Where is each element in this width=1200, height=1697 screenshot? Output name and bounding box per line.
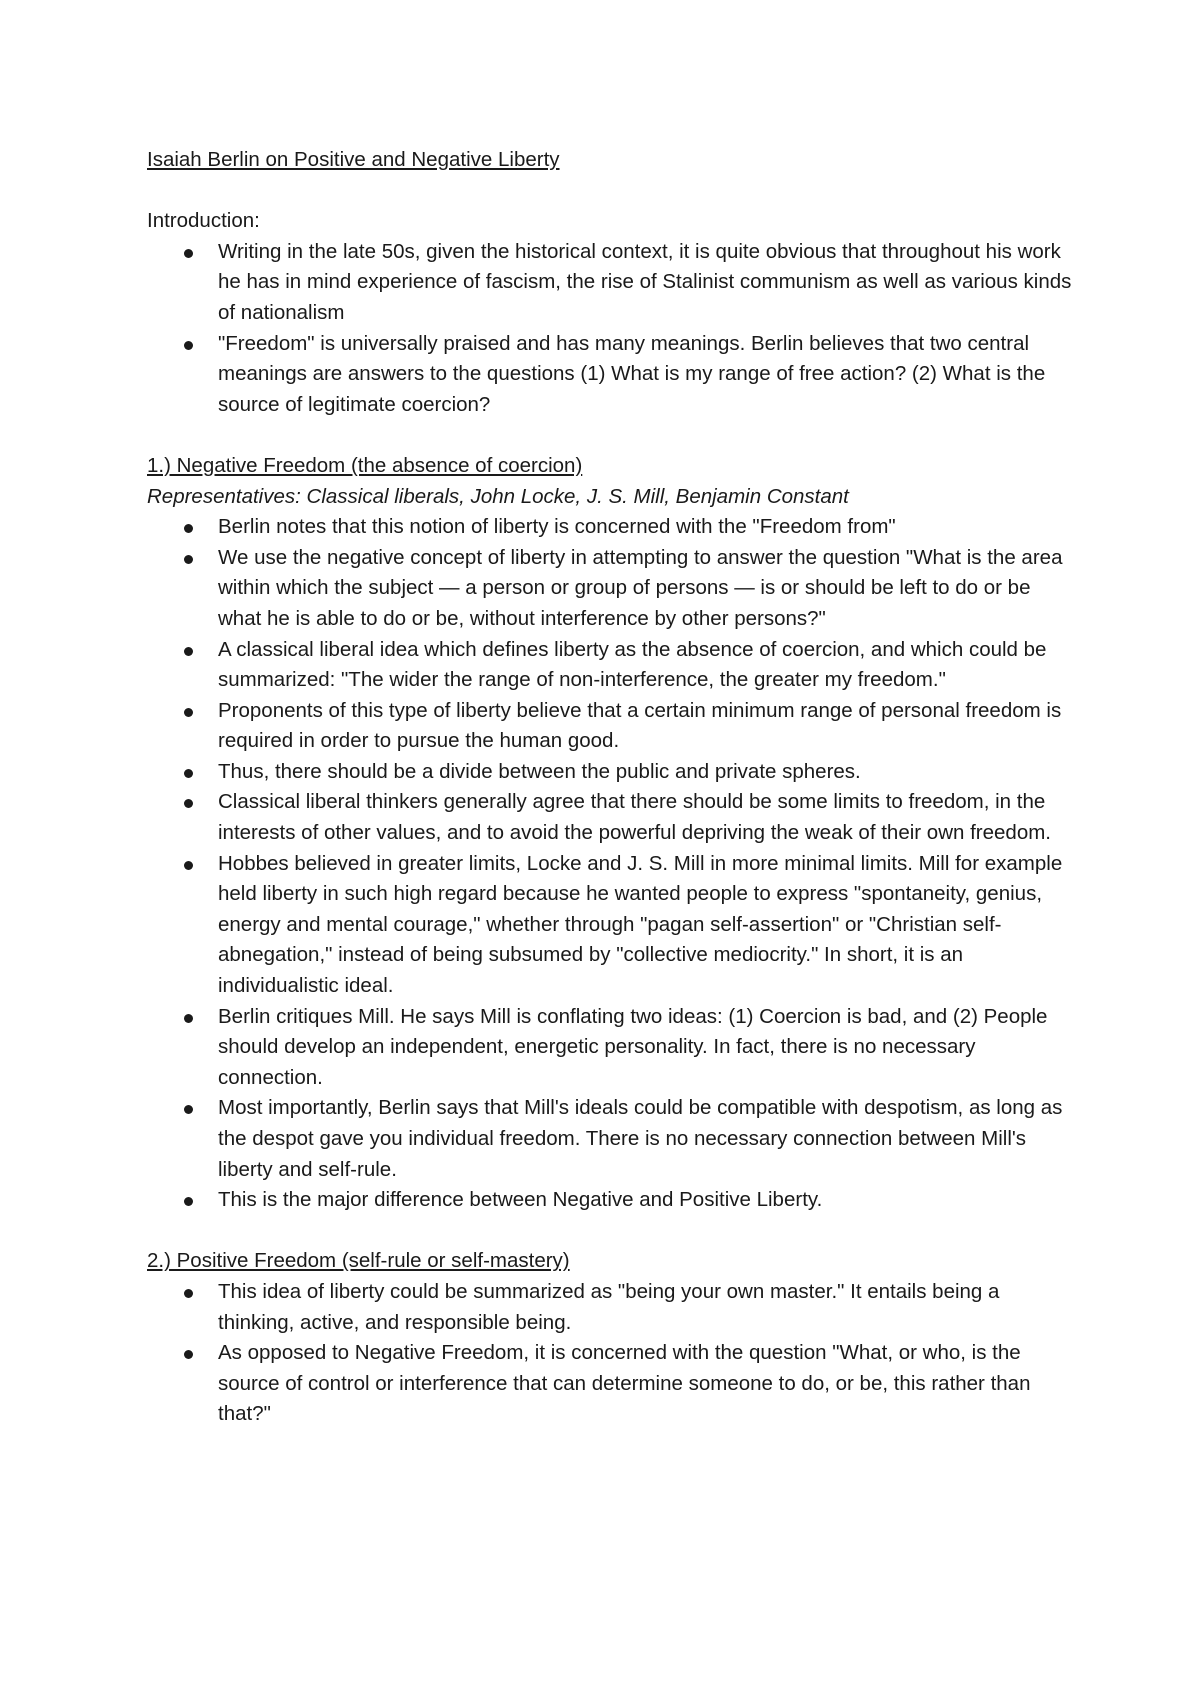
bullet-text: "Freedom" is universally praised and has many meanings. Berlin believes that two central meanings are answers to the questions (1) What is my range of free action? (2) What is the source of legitimate coercion? (218, 331, 1046, 416)
list-item (147, 849, 1072, 1002)
bullet-text: A classical liberal idea which defines liberty as the absence of coercion, and which could be summarized: "The wider the range of non-interference, the greater my freedom." (218, 637, 1047, 692)
bullet-icon (184, 1105, 193, 1114)
spacer (147, 420, 1072, 451)
bullet-text: Berlin critiques Mill. He says Mill is conflating two ideas: (1) Coercion is bad, and (2) People should develop an independent, energetic personality. In fact, there is no necessary connection. (218, 1004, 1048, 1089)
bullet-icon (184, 341, 193, 350)
bullet-icon (184, 708, 193, 717)
bullet-icon (184, 1350, 193, 1359)
bullet-icon (184, 647, 193, 656)
list-item (147, 1002, 1072, 1094)
bullet-icon (184, 769, 193, 778)
bullet-text: Berlin notes that this notion of liberty is concerned with the "Freedom from" (218, 515, 896, 539)
list-item (147, 512, 1072, 543)
bullet-text: As opposed to Negative Freedom, it is concerned with the question "What, or who, is the source of control or interference that can determine someone to do, or be, this rather than that?" (218, 1341, 1031, 1426)
list-item (147, 1277, 1072, 1338)
list-item (147, 787, 1072, 848)
list-item (147, 237, 1072, 329)
list-item (147, 543, 1072, 635)
bullet-text: Writing in the late 50s, given the historical context, it is quite obvious that throughout his work he has in mind experience of fascism, the rise of Stalinist communism as well as various kinds of nationalism (218, 239, 1072, 324)
negative-bullet-list (147, 512, 1072, 1216)
bullet-text: Classical liberal thinkers generally agree that there should be some limits to freedom, in the interests of other values, and to avoid the powerful depriving the weak of their own freedom. (218, 790, 1052, 845)
bullet-icon (184, 861, 193, 870)
bullet-icon (184, 524, 193, 533)
list-item (147, 1338, 1072, 1430)
negative-freedom-heading: 1.) Negative Freedom (the absence of coercion) (147, 453, 583, 477)
list-item (147, 635, 1072, 696)
spacer (147, 176, 1072, 207)
intro-heading: Introduction: (147, 209, 260, 233)
list-item (147, 1185, 1072, 1216)
bullet-icon (184, 1014, 193, 1023)
negative-representatives: Representatives: Classical liberals, John Locke, J. S. Mill, Benjamin Constant (147, 484, 849, 508)
bullet-icon (184, 799, 193, 808)
bullet-text: Hobbes believed in greater limits, Locke and J. S. Mill in more minimal limits. Mill for example held liberty in such high regard because he wanted people to express "spontaneity, genius, energy and mental courage," whether through "pagan self-assertion" or "Christian self-abnegation," instead of being subsumed by "collective mediocrity." In short, it is an individualistic ideal. (218, 851, 1063, 998)
bullet-text: This is the major difference between Negative and Positive Liberty. (218, 1188, 823, 1212)
list-item (147, 1093, 1072, 1185)
positive-bullet-list (147, 1277, 1072, 1430)
bullet-text: This idea of liberty could be summarized as "being your own master." It entails being a thinking, active, and responsible being. (218, 1279, 1000, 1334)
document-page (147, 145, 1072, 1430)
bullet-text: Proponents of this type of liberty believe that a certain minimum range of personal freedom is required in order to pursue the human good. (218, 698, 1062, 753)
positive-freedom-heading: 2.) Positive Freedom (self-rule or self-mastery) (147, 1249, 570, 1273)
bullet-text: Most importantly, Berlin says that Mill's ideals could be compatible with despotism, as long as the despot gave you individual freedom. There is no necessary connection between Mill's liberty and self-rule. (218, 1096, 1063, 1181)
spacer (147, 1216, 1072, 1247)
list-item (147, 329, 1072, 421)
list-item (147, 696, 1072, 757)
bullet-icon (184, 1197, 193, 1206)
intro-bullet-list (147, 237, 1072, 421)
bullet-icon (184, 249, 193, 258)
bullet-text: Thus, there should be a divide between the public and private spheres. (218, 759, 861, 783)
list-item (147, 757, 1072, 788)
document-title: Isaiah Berlin on Positive and Negative Liberty (147, 148, 560, 171)
bullet-icon (184, 555, 193, 564)
bullet-text: We use the negative concept of liberty in attempting to answer the question "What is the area within which the subject — a person or group of persons — is or should be left to do or be what he is able to do or be, without interference by other persons?" (218, 545, 1063, 630)
bullet-icon (184, 1289, 193, 1298)
